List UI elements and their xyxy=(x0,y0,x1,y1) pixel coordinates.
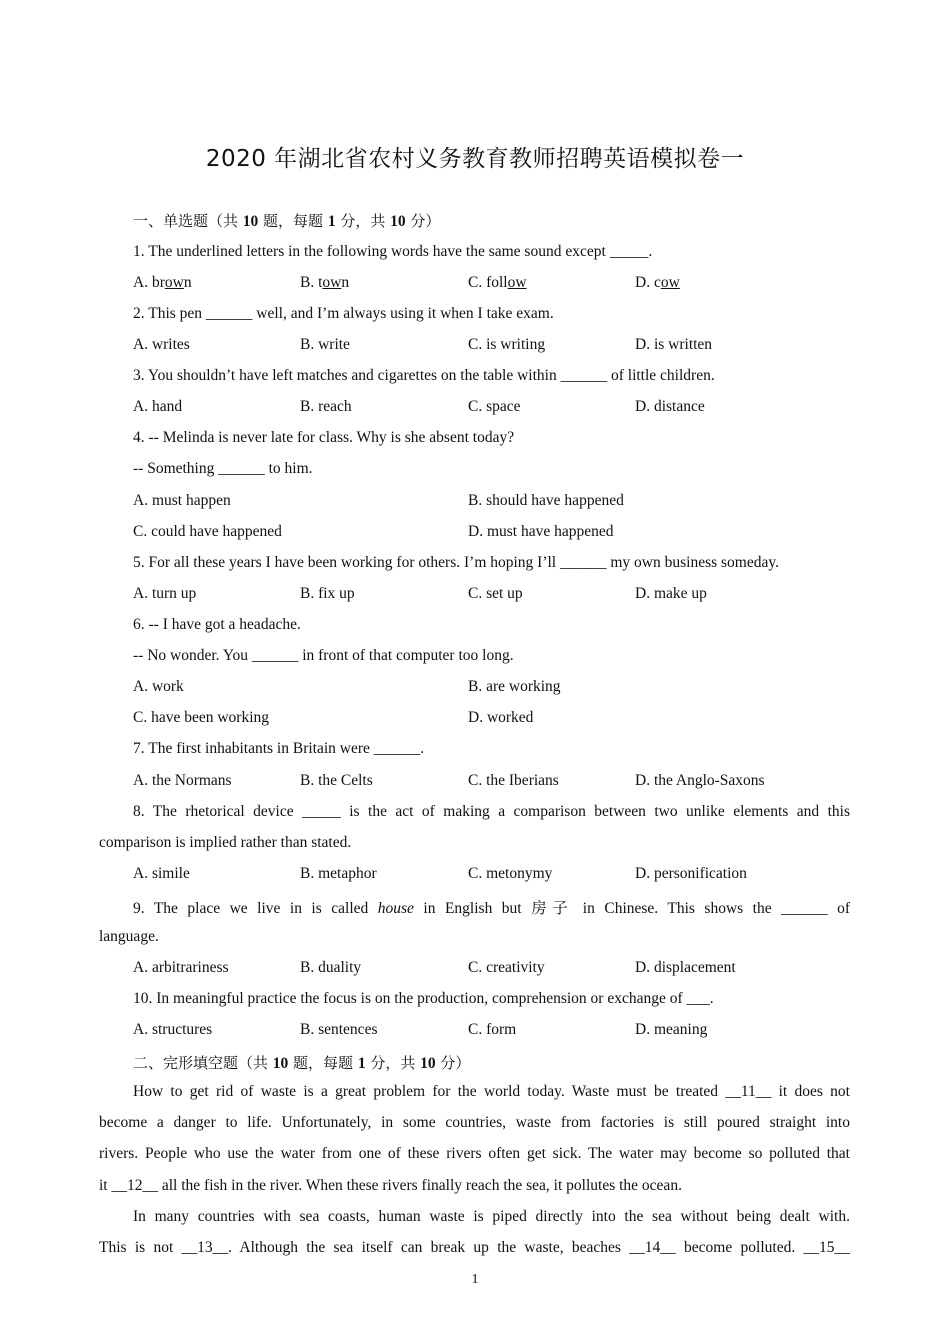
q9-option-b: B. duality xyxy=(300,959,362,976)
section-text: 题，每题 xyxy=(258,212,328,230)
section-text: 分） xyxy=(405,212,441,230)
section-text: 分，共 xyxy=(365,1054,421,1072)
section-number: 10 xyxy=(272,1055,289,1072)
page-title: 2020 年湖北省农村义务教育教师招聘英语模拟卷一 xyxy=(205,146,745,172)
section-number: 1 xyxy=(357,1055,366,1072)
q9-option-c: C. creativity xyxy=(468,959,545,976)
question-4-stem-line2: -- Something ______ to him. xyxy=(133,460,313,477)
q1-option-d: D. cow xyxy=(635,274,680,291)
question-8-stem: 8. The rhetorical device _____ is the act of making a comparison between two unlike elements and this xyxy=(133,803,850,820)
page-number: 1 xyxy=(471,1272,479,1287)
q4-option-c: C. could have happened xyxy=(133,523,282,540)
q1-option-c: C. follow xyxy=(468,274,527,291)
section-text: 题，每题 xyxy=(288,1054,358,1072)
q1-option-b: B. town xyxy=(300,274,350,291)
question-8-stem-line2: comparison is implied rather than stated. xyxy=(99,834,352,851)
q5-option-c: C. set up xyxy=(468,585,523,602)
q6-option-c: C. have been working xyxy=(133,709,270,726)
passage-line: rivers. People who use the water from one of these rivers often get sick. The water may become so polluted that xyxy=(99,1145,850,1162)
q8-option-c: C. metonymy xyxy=(468,865,553,882)
q7-option-a: A. the Normans xyxy=(133,772,232,789)
q3-option-a: A. hand xyxy=(133,398,183,415)
question-4-stem: 4. -- Melinda is never late for class. Why is she absent today? xyxy=(133,429,515,446)
section-text: 一、单选题（共 xyxy=(133,212,243,230)
question-1-stem: 1. The underlined letters in the following words have the same sound except _____. xyxy=(133,243,653,260)
section-heading-single-choice xyxy=(133,210,440,231)
question-9-stem-line2: language. xyxy=(99,928,159,945)
question-6-stem-line2: -- No wonder. You ______ in front of that computer too long. xyxy=(133,647,514,664)
passage-line: This is not __13__. Although the sea itself can break up the waste, beaches __14__ become polluted. __15__ xyxy=(99,1239,850,1256)
section-text: 二、完形填空题（共 xyxy=(133,1054,273,1072)
q4-option-d: D. must have happened xyxy=(468,523,614,540)
q6-option-a: A. work xyxy=(133,678,184,695)
q3-option-b: B. reach xyxy=(300,398,352,415)
question-2-stem: 2. This pen ______ well, and I’m always using it when I take exam. xyxy=(133,305,554,322)
q9-option-d: D. displacement xyxy=(635,959,736,976)
section-number: 10 xyxy=(420,1055,436,1072)
q2-option-b: B. write xyxy=(300,336,350,353)
q2-option-a: A. writes xyxy=(133,336,190,353)
q5-option-a: A. turn up xyxy=(133,585,197,602)
section-number: 10 xyxy=(390,213,406,230)
q7-option-d: D. the Anglo-Saxons xyxy=(635,772,765,789)
q10-option-b: B. sentences xyxy=(300,1021,378,1038)
passage-line: become a danger to life. Unfortunately, in some countries, waste from factories is still poured straight into xyxy=(99,1114,850,1131)
q5-option-d: D. make up xyxy=(635,585,707,602)
q10-option-d: D. meaning xyxy=(635,1021,708,1038)
section-text: 分，共 xyxy=(335,212,391,230)
q10-option-a: A. structures xyxy=(133,1021,213,1038)
section-text: 分） xyxy=(435,1054,471,1072)
passage-line: How to get rid of waste is a great problem for the world today. Waste must be treated __11__ it does not xyxy=(133,1083,850,1100)
q1-option-a: A. brown xyxy=(133,274,192,291)
passage-line: it __12__ all the fish in the river. When these rivers finally reach the sea, it pollutes the ocean. xyxy=(99,1177,682,1194)
q6-option-b: B. are working xyxy=(468,678,561,695)
question-5-stem: 5. For all these years I have been working for others. I’m hoping I’ll ______ my own business someday. xyxy=(133,554,779,571)
section-number: 1 xyxy=(327,213,336,230)
question-10-stem: 10. In meaningful practice the focus is on the production, comprehension or exchange of ___. xyxy=(133,990,714,1007)
q2-option-c: C. is writing xyxy=(468,336,546,353)
q7-option-b: B. the Celts xyxy=(300,772,373,789)
q10-option-c: C. form xyxy=(468,1021,517,1038)
q7-option-c: C. the Iberians xyxy=(468,772,559,789)
q4-option-a: A. must happen xyxy=(133,492,231,509)
q4-option-b: B. should have happened xyxy=(468,492,624,509)
question-6-stem: 6. -- I have got a headache. xyxy=(133,616,301,633)
question-7-stem: 7. The first inhabitants in Britain were ______. xyxy=(133,740,425,757)
q3-option-c: C. space xyxy=(468,398,521,415)
section-number: 10 xyxy=(242,213,259,230)
q5-option-b: B. fix up xyxy=(300,585,355,602)
q8-option-b: B. metaphor xyxy=(300,865,377,882)
passage-line: In many countries with sea coasts, human waste is piped directly into the sea without being dealt with. xyxy=(133,1208,850,1225)
section-heading-cloze xyxy=(133,1052,470,1073)
q8-option-a: A. simile xyxy=(133,865,190,882)
question-3-stem: 3. You shouldn’t have left matches and cigarettes on the table within ______ of little children. xyxy=(133,367,715,384)
q6-option-d: D. worked xyxy=(468,709,534,726)
q9-option-a: A. arbitrariness xyxy=(133,959,229,976)
q3-option-d: D. distance xyxy=(635,398,705,415)
question-9-stem: 9. The place we live in is called house in English but 房子 in Chinese. This shows the ______ of xyxy=(133,900,850,917)
q8-option-d: D. personification xyxy=(635,865,747,882)
q2-option-d: D. is written xyxy=(635,336,713,353)
